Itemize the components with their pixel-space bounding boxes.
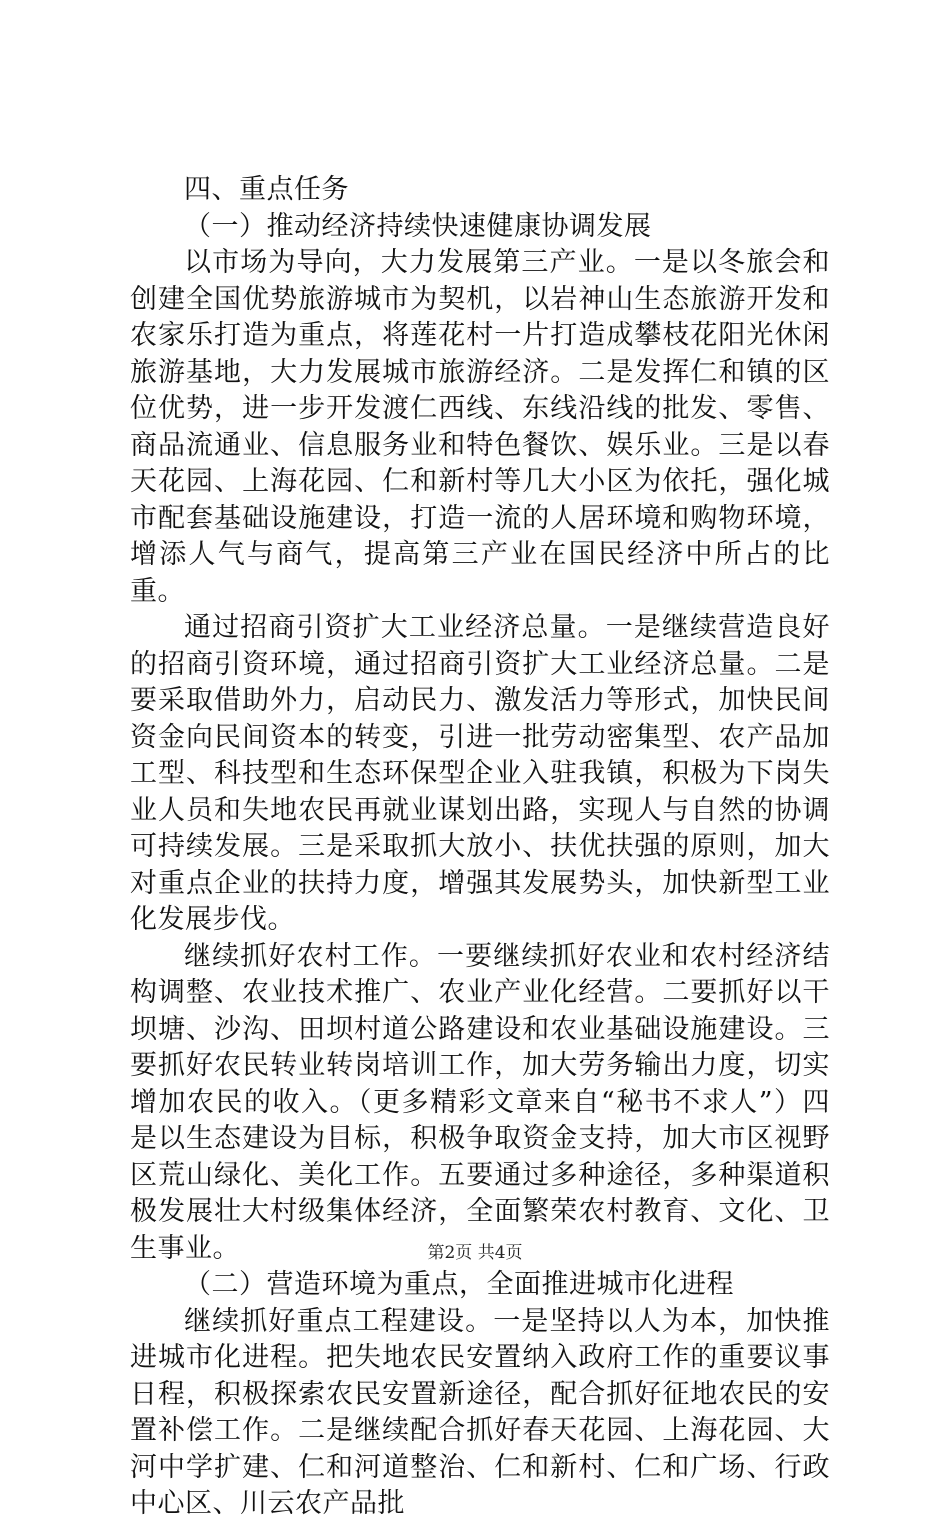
subsection-heading: （一）推动经济持续快速健康协调发展 (184, 210, 652, 242)
body-paragraph: 以市场为导向，大力发展第三产业。一是以冬旅会和创建全国优势旅游城市为契机，以岩神山生态旅游开发和农家乐打造为重点，将莲花村一片打造成攀枝花阳光休闲旅游基地，大力发展城市旅游经济。二是发挥仁和镇的区位优势，进一步开发渡仁西线、东线沿线的批发、零售、商品流通业、信息服务业和特色餐饮、娱乐业。三是以春天花园、上海花园、仁和新村等几大小区为依托，强化城市配套基础设施建设，打造一流的人居环境和购物环境，增添人气与商气，提高第三产业在国民经济中所占的比重。 (130, 247, 830, 607)
section-heading: 四、重点任务 (184, 174, 349, 205)
subsection-heading: （二）营造环境为重点，全面推进城市化进程 (184, 1269, 734, 1300)
page-number-footer: 第2页 共4页 (427, 1243, 523, 1263)
body-paragraph: 继续抓好农村工作。一要继续抓好农业和农村经济结构调整、农业技术推广、农业产业化经营。二要抓好以干坝塘、沙沟、田坝村道公路建设和农业基础设施建设。三要抓好农民转业转岗培训工作，加大劳务输出力度，切实增加农民的收入。（更多精彩文章来自“秘书不求人”）四是以生态建设为目标，积极争取资金支持，加大市区视野区荒山绿化、美化工作。五要通过多种途径，多种渠道积极发展壮大村级集体经济，全面繁荣农村教育、文化、卫生事业。 (130, 940, 830, 1264)
body-paragraph: 通过招商引资扩大工业经济总量。一是继续营造良好的招商引资环境，通过招商引资扩大工业经济总量。二是要采取借助外力，启动民力、激发活力等形式，加快民间资金向民间资本的转变，引进一批劳动密集型、农产品加工型、科技型和生态环保型企业入驻我镇，积极为下岗失业人员和失地农民再就业谋划出路，实现人与自然的协调可持续发展。三是采取抓大放小、扶优扶强的原则，加大对重点企业的扶持力度，增强其发展势头，加快新型工业化发展步伐。 (130, 612, 830, 935)
document-body (130, 172, 830, 1523)
body-paragraph: 继续抓好重点工程建设。一是坚持以人为本，加快推进城市化进程。把失地农民安置纳入政府工作的重要议事日程，积极探索农民安置新途径，配合抓好征地农民的安置补偿工作。二是继续配合抓好春天花园、上海花园、大河中学扩建、仁和河道整治、仁和新村、仁和广场、行政中心区、川云农产品批 (130, 1305, 830, 1519)
